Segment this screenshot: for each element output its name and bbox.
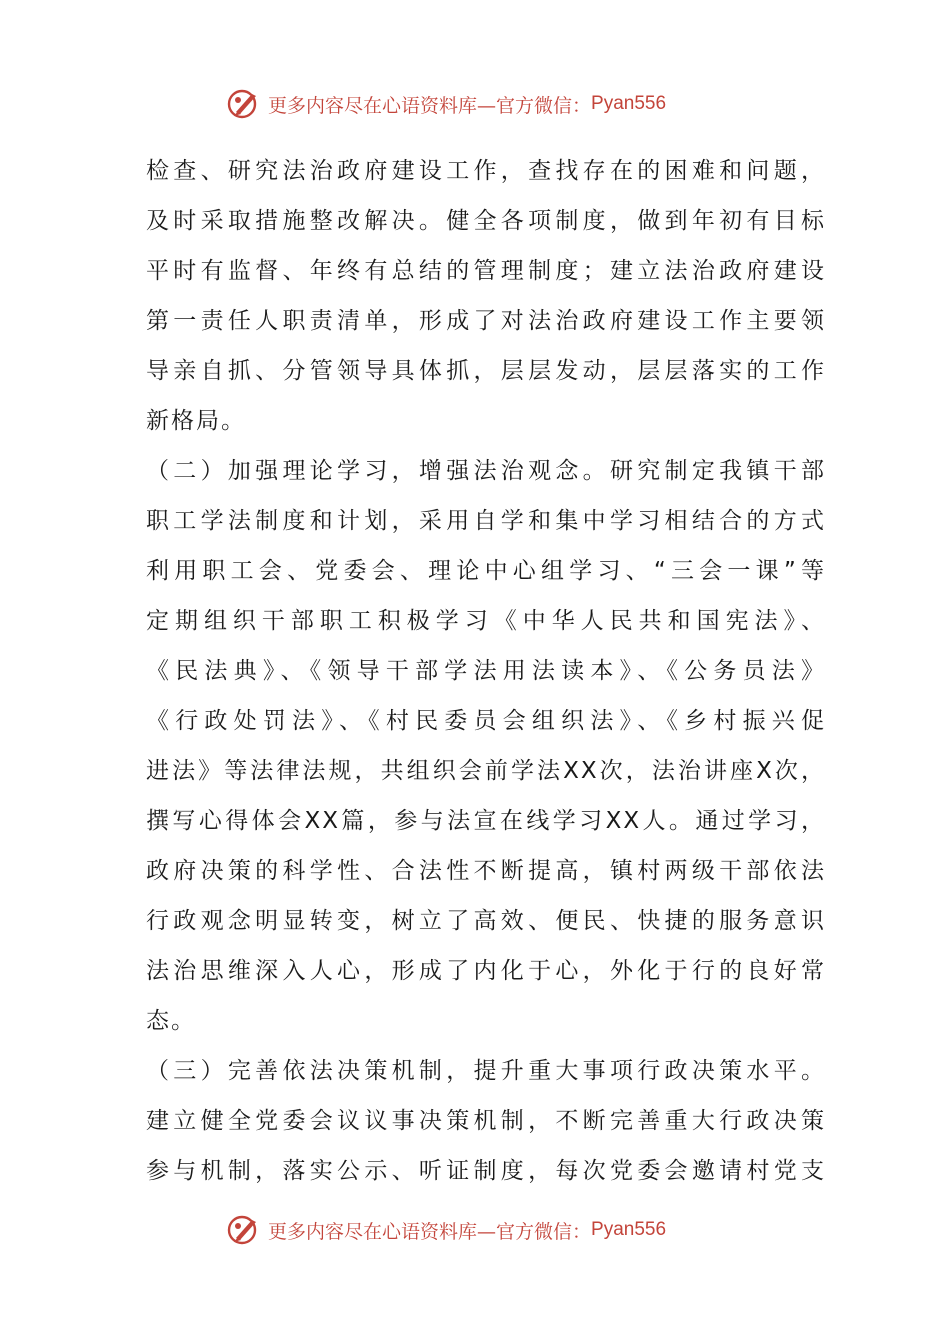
- text-line: 《民法典》、《领导干部学法用法读本》、《公务员法》: [146, 658, 826, 684]
- text-line: 利用职工会、党委会、理论中心组学习、“三会一课”等: [146, 558, 826, 584]
- text-line: 参与机制，落实公示、听证制度，每次党委会邀请村党支: [146, 1158, 826, 1184]
- footer-banner: [226, 1210, 746, 1250]
- text-line: 政府决策的科学性、合法性不断提高，镇村两级干部依法: [146, 858, 826, 884]
- document-body: [146, 146, 826, 1196]
- text-line: 撰写心得体会XX篇，参与法宣在线学习XX人。通过学习，: [146, 808, 826, 834]
- text-line: 职工学法制度和计划，采用自学和集中学习相结合的方式: [146, 508, 826, 534]
- text-line: 及时采取措施整改解决。健全各项制度，做到年初有目标: [146, 208, 826, 234]
- text-line: 建立健全党委会议议事决策机制，不断完善重大行政决策: [146, 1108, 826, 1134]
- pen-logo-icon: [226, 1212, 262, 1248]
- text-line: （二）加强理论学习，增强法治观念。研究制定我镇干部: [146, 458, 826, 484]
- text-line: 导亲自抓、分管领导具体抓，层层发动，层层落实的工作: [146, 358, 826, 384]
- footer-banner-text: 更多内容尽在心语资料库—官方微信：: [268, 1220, 592, 1243]
- text-line: 定期组织干部职工积极学习《中华人民共和国宪法》、: [146, 608, 826, 634]
- text-line: （三）完善依法决策机制，提升重大事项行政决策水平。: [146, 1058, 826, 1084]
- text-line: 检查、研究法治政府建设工作，查找存在的困难和问题，: [146, 158, 826, 184]
- text-line: 第一责任人职责清单，形成了对法治政府建设工作主要领: [146, 308, 826, 334]
- header-banner: [226, 84, 746, 124]
- text-line: 态。: [146, 1008, 196, 1034]
- text-line: 行政观念明显转变，树立了高效、便民、快捷的服务意识: [146, 908, 826, 934]
- pen-logo-icon: [226, 86, 262, 122]
- text-line: 新格局。: [146, 408, 246, 434]
- header-banner-text: 更多内容尽在心语资料库—官方微信：: [268, 94, 592, 117]
- text-line: 平时有监督、年终有总结的管理制度；建立法治政府建设: [146, 258, 826, 284]
- footer-banner-account: Pyan556: [591, 1219, 667, 1240]
- text-line: 进法》等法律法规，共组织会前学法XX次，法治讲座X次，: [146, 758, 826, 784]
- text-line: 《行政处罚法》、《村民委员会组织法》、《乡村振兴促: [146, 708, 826, 734]
- header-banner-account: Pyan556: [591, 93, 667, 114]
- text-line: 法治思维深入人心，形成了内化于心，外化于行的良好常: [146, 958, 826, 984]
